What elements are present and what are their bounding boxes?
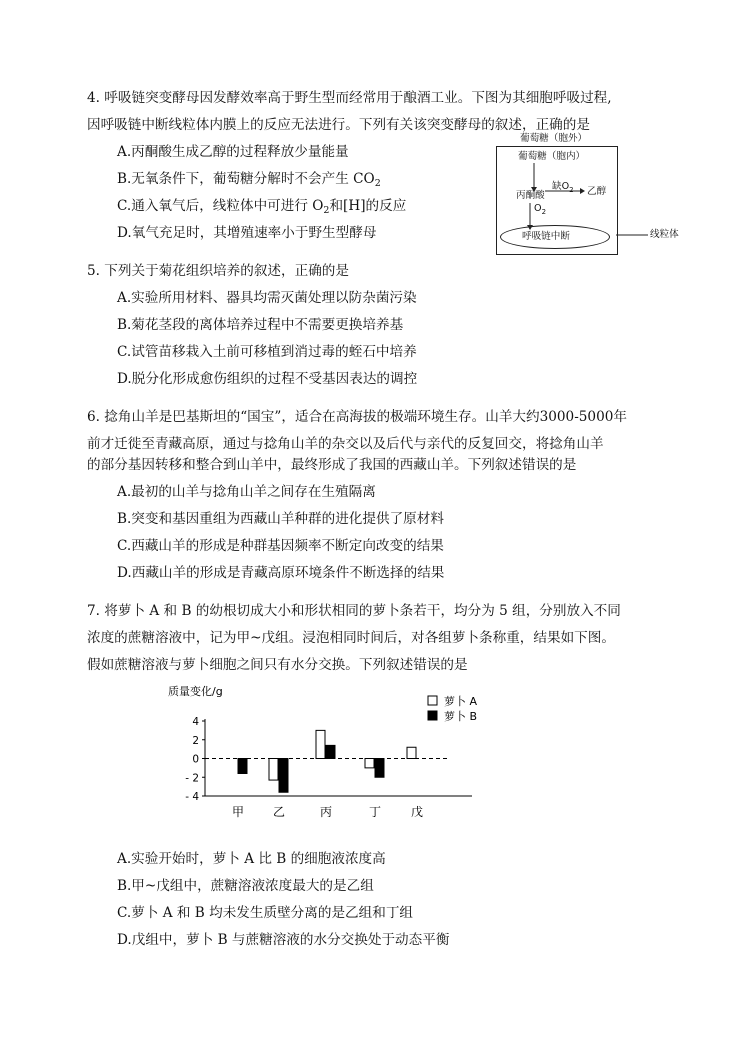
- q4-stem-line1: 4. 呼吸链突变酵母因发酵效率高于野生型而经常用于酿酒工业。下图为其细胞呼吸过程,: [87, 90, 612, 106]
- q7-option-d: D.戊组中，萝卜 B 与蔗糖溶液的水分交换处于动态平衡: [117, 932, 450, 948]
- q5-option-c: C.试管苗移栽入土前可移植到消过毒的蛭石中培养: [117, 344, 417, 360]
- q5-stem: 5. 下列关于菊花组织培养的叙述，正确的是: [87, 263, 349, 279]
- q6-option-d: D.西藏山羊的形成是青藏高原环境条件不断选择的结果: [117, 565, 445, 581]
- legend-swatch: [428, 711, 437, 720]
- bar-b: [238, 759, 247, 774]
- y-tick-label: - 2: [185, 772, 199, 785]
- label-glucose-inside: 葡萄糖（胞内）: [518, 151, 586, 162]
- q6-option-b: B.突变和基因重组为西藏山羊种群的进化提供了原材料: [117, 511, 444, 527]
- bar-a: [365, 759, 374, 768]
- x-tick-label: 乙: [272, 805, 286, 819]
- label-pyruvate: 丙酮酸: [516, 190, 545, 201]
- bar-a: [407, 747, 416, 758]
- q7-stem-line1: 7. 将萝卜 A 和 B 的幼根切成大小和形状相同的萝卜条若干，均分为 5 组，分别放入不同: [87, 603, 621, 619]
- q6-stem-line2: 前才迁徙至青藏高原，通过与捻角山羊的杂交以及后代与亲代的反复回交，将捻角山羊: [87, 436, 604, 452]
- chart-svg: [160, 683, 480, 833]
- q6-stem-line3: 的部分基因转移和整合到山羊中，最终形成了我国的西藏山羊。下列叙述错误的是: [87, 457, 577, 473]
- q4-option-c: C.通入氧气后，线粒体中可进行 $O_2$和[H]的反应: [117, 198, 407, 216]
- label-chain-broken: 呼吸链中断: [522, 231, 570, 242]
- bar-a: [269, 759, 278, 781]
- q4-option-d: D.氧气充足时，其增殖速率小于野生型酵母: [117, 225, 377, 241]
- label-ethanol: 乙醇: [587, 186, 607, 197]
- respiration-diagram: [490, 133, 680, 255]
- label-glucose-outside: 葡萄糖（胞外）: [520, 133, 588, 144]
- legend-swatch: [428, 696, 437, 705]
- bar-b: [279, 759, 288, 793]
- q5-option-a: A.实验所用材料、器具均需灭菌处理以防杂菌污染: [117, 290, 417, 306]
- bar-b: [326, 745, 335, 758]
- q7-option-b: B.甲~戊组中，蔗糖溶液浓度最大的是乙组: [117, 878, 374, 894]
- y-tick-label: 0: [192, 753, 199, 766]
- x-tick-label: 甲: [231, 805, 245, 819]
- q7-stem-line3: 假如蔗糖溶液与萝卜细胞之间只有水分交换。下列叙述错误的是: [87, 657, 468, 673]
- bar-b: [375, 759, 384, 778]
- q7-option-a: A.实验开始时，萝卜 A 比 B 的细胞液浓度高: [117, 851, 386, 867]
- q5-option-d: D.脱分化形成愈伤组织的过程不受基因表达的调控: [117, 371, 418, 387]
- legend: [428, 694, 477, 723]
- x-tick-label: 戊: [410, 805, 424, 819]
- q4-option-b: B.无氧条件下，葡萄糖分解时不会产生 $CO_2$: [117, 171, 381, 189]
- q6-stem-line1: 6. 捻角山羊是巴基斯坦的“国宝”，适合在高海拔的极端环境生存。山羊大约3000-5000年: [87, 409, 627, 425]
- label-mitochondria: 线粒体: [650, 229, 679, 240]
- q7-stem-line2: 浓度的蔗糖溶液中，记为甲~戊组。浸泡相同时间后，对各组萝卜条称重，结果如下图。: [87, 630, 615, 646]
- legend-label: 萝卜 A: [444, 695, 478, 708]
- x-tick-label: 丙: [319, 805, 333, 819]
- q5-option-b: B.菊花茎段的离体培养过程中不需要更换培养基: [117, 317, 404, 333]
- q4-stem-line2: 因呼吸链中断线粒体内膜上的反应无法进行。下列有关该突变酵母的叙述，正确的是: [87, 117, 590, 133]
- y-tick-label: - 4: [185, 791, 199, 803]
- label-oxygen: $O_2$: [534, 203, 547, 216]
- q4-option-a: A.丙酮酸生成乙醇的过程释放少量能量: [117, 144, 349, 160]
- legend-label: 萝卜 B: [444, 710, 478, 723]
- x-tick-label: 丁: [368, 805, 382, 819]
- mass-change-chart: [160, 683, 480, 833]
- y-axis-label: 质量变化/g: [168, 685, 223, 698]
- bar-a: [316, 730, 325, 758]
- q6-option-a: A.最初的山羊与捻角山羊之间存在生殖隔离: [117, 484, 376, 500]
- chart-bars: [238, 730, 416, 792]
- y-tick-label: 2: [192, 734, 199, 747]
- label-lack-oxygen: 缺$O_2$: [552, 181, 574, 194]
- y-tick-label: 4: [192, 716, 199, 728]
- q6-option-c: C.西藏山羊的形成是种群基因频率不断定向改变的结果: [117, 538, 444, 554]
- chart-axes: [185, 716, 472, 819]
- q7-option-c: C.萝卜 A 和 B 均未发生质壁分离的是乙组和丁组: [117, 905, 414, 921]
